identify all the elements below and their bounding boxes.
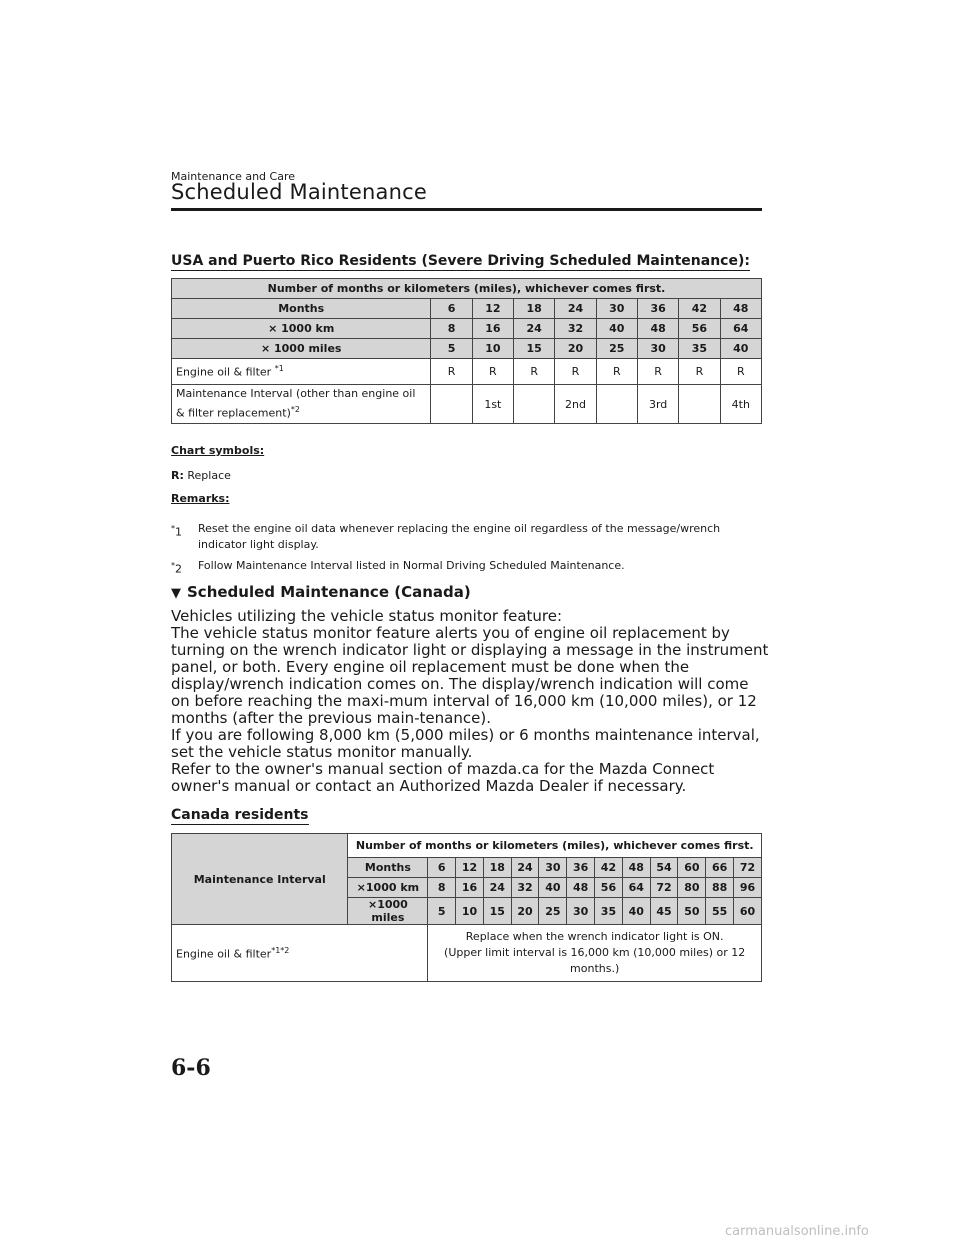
page-title: Scheduled Maintenance [171,180,427,204]
table-cell: 15 [483,898,511,925]
table-cell: 30 [567,898,595,925]
table-cell: 88 [706,878,734,898]
watermark: carmanualsonline.info [725,1224,869,1239]
miles-row [172,339,762,359]
table-cell: 15 [514,339,555,359]
table-cell: 64 [622,878,650,898]
table-cell [596,385,637,424]
remarks-heading: Remarks: [171,492,230,505]
table-cell: 48 [622,858,650,878]
table-cell: 4th [720,385,761,424]
table-cell: 30 [637,339,678,359]
engine-oil-row [172,359,762,385]
table-cell: 12 [472,299,513,319]
table-cell: 60 [734,898,762,925]
table-cell: 66 [706,858,734,878]
table-cell: 60 [678,858,706,878]
table-cell: 2nd [555,385,596,424]
title-rule [171,208,762,211]
table-cell: R [431,359,472,385]
table-cell: 24 [555,299,596,319]
table-cell: 5 [431,339,472,359]
table-cell: 12 [456,858,484,878]
table-cell: 48 [637,319,678,339]
table-cell: 40 [622,898,650,925]
table-cell: 40 [539,878,567,898]
table-cell: 16 [472,319,513,339]
months-row [172,299,762,319]
months-label: Months [348,858,428,878]
table-cell: R [679,359,720,385]
table-cell: 54 [650,858,678,878]
table-cell: R [472,359,513,385]
usa-section-heading: USA and Puerto Rico Residents (Severe Driving Scheduled Maintenance): [171,253,750,269]
table-cell: 8 [431,319,472,339]
table-cell: 10 [472,339,513,359]
engine-oil-instruction: Replace when the wrench indicator light is ON. (Upper limit interval is 16,000 km (10,000 miles) or 12 months.) [428,925,762,982]
table-cell: 6 [428,858,456,878]
table-cell: 20 [511,898,539,925]
table-cell: 32 [555,319,596,339]
maintenance-interval-label: Maintenance Interval [172,834,348,925]
paragraph: Refer to the owner's manual section of mazda.ca for the Mazda Connect owner's manual or contact an Authorized Mazda Dealer if necessary. [171,760,715,795]
chart-symbols-heading: Chart symbols: [171,444,265,457]
table-cell: 24 [483,878,511,898]
table-cell: 35 [679,339,720,359]
page-number: 6-6 [171,1055,211,1081]
triangle-down-icon: ▼ [171,586,181,601]
table-caption: Number of months or kilometers (miles), whichever comes first. [172,279,762,299]
maintenance-interval-row [172,385,762,424]
remark-1: *1 Reset the engine oil data whenever replacing the engine oil regardless of the message/wrench indicator light display. [171,522,721,551]
table-cell: 16 [456,878,484,898]
km-label: ×1000 km [348,878,428,898]
maintenance-interval-label: Maintenance Interval (other than engine oil & filter replacement)$^{*2}$ [172,385,431,424]
paragraph: The vehicle status monitor feature alerts you of engine oil replacement by turning on the wrench indicator light or displaying a message in the instrument panel, or both. Every engine oil replacement must be done when the display/wrench indication comes on. The display/wrench indication will come on before reaching the maxi-mum interval of 16,000 km (10,000 miles), or 12 months (after the previous main-tenance). [171,624,769,727]
table-cell: 5 [428,898,456,925]
symbol-legend: R: Replace [171,469,231,482]
km-row [172,319,762,339]
table-cell: 6 [431,299,472,319]
table-cell: R [637,359,678,385]
table-caption: Number of months or kilometers (miles), whichever comes first. [348,834,762,858]
canada-residents-heading: Canada residents [171,807,309,823]
table-cell: R [720,359,761,385]
engine-oil-row [172,925,762,982]
table-cell: 40 [720,339,761,359]
table-cell: 80 [678,878,706,898]
table-cell: 25 [596,339,637,359]
table-cell: 96 [734,878,762,898]
table-cell: 25 [539,898,567,925]
table-cell: 48 [567,878,595,898]
table-cell [679,385,720,424]
table-cell: 35 [595,898,623,925]
km-label: × 1000 km [172,319,431,339]
table-cell: 72 [734,858,762,878]
table-cell: 1st [472,385,513,424]
table-cell: 3rd [637,385,678,424]
table-cell [431,385,472,424]
table-cell: 32 [511,878,539,898]
usa-maintenance-table [171,278,762,424]
months-label: Months [172,299,431,319]
table-cell: 18 [483,858,511,878]
table-cell: 42 [595,858,623,878]
table-cell: R [555,359,596,385]
table-cell: 45 [650,898,678,925]
table-cell: 36 [567,858,595,878]
chapter-label: Maintenance and Care [171,170,295,183]
table-cell: 55 [706,898,734,925]
table-cell: 20 [555,339,596,359]
remark-2: *2 Follow Maintenance Interval listed in Normal Driving Scheduled Maintenance. [171,559,625,576]
paragraph: Vehicles utilizing the vehicle status monitor feature: [171,607,563,625]
table-cell: 30 [596,299,637,319]
table-cell: R [514,359,555,385]
table-cell: 24 [514,319,555,339]
table-cell: 10 [456,898,484,925]
paragraph: If you are following 8,000 km (5,000 miles) or 6 months maintenance interval, set the vehicle status monitor manually. [171,726,760,761]
canada-section-heading: ▼ Scheduled Maintenance (Canada) [171,583,471,601]
table-cell: R [596,359,637,385]
engine-oil-label: Engine oil & filter $^{*1}$ [172,359,431,385]
table-cell: 42 [679,299,720,319]
table-cell: 30 [539,858,567,878]
table-cell: 56 [679,319,720,339]
table-cell: 64 [720,319,761,339]
table-cell: 72 [650,878,678,898]
table-cell: 50 [678,898,706,925]
table-cell: 8 [428,878,456,898]
table-cell: 24 [511,858,539,878]
table-cell: 40 [596,319,637,339]
table-cell: 48 [720,299,761,319]
engine-oil-label: Engine oil & filter$^{*1*2}$ [172,925,428,982]
miles-label: ×1000 miles [348,898,428,925]
table-cell: 56 [595,878,623,898]
table-cell [514,385,555,424]
miles-label: × 1000 miles [172,339,431,359]
canada-maintenance-table [171,833,762,982]
table-cell: 18 [514,299,555,319]
canada-body-text [171,608,771,795]
table-cell: 36 [637,299,678,319]
